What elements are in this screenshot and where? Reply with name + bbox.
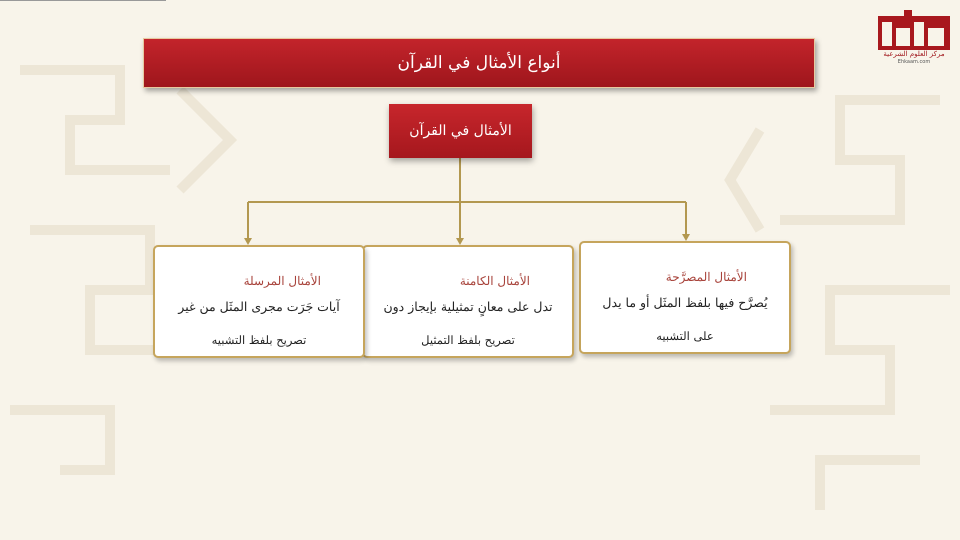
node-explicit-parables <box>579 241 791 354</box>
root-node-label: الأمثال في القرآن <box>409 123 512 139</box>
node-description: آيات جَرَت مجرى المثَل من غير <box>178 299 340 314</box>
node-heading: الأمثال المرسلة <box>243 274 321 288</box>
node-description: يُصرَّح فيها بلفظ المثَل أو ما يدل <box>602 295 768 310</box>
root-node <box>389 104 532 158</box>
slide-title: أنواع الأمثال في القرآن <box>397 53 561 73</box>
node-description: تدل على معانٍ تمثيلية بإيجاز دون <box>383 299 553 314</box>
node-description-continued: تصريح بلفظ التمثيل <box>421 333 515 347</box>
node-latent-parables <box>362 245 574 358</box>
node-description-continued: تصريح بلفظ التشبيه <box>211 333 307 347</box>
node-heading: الأمثال المصرَّحة <box>665 270 747 284</box>
logo-website: Ehkaam.com <box>897 59 931 65</box>
node-free-parables <box>153 245 365 358</box>
node-heading: الأمثال الكامنة <box>459 274 530 288</box>
node-description-continued: على التشبيه <box>656 329 714 343</box>
logo-subtitle: مركز العلوم الشرعية <box>883 50 945 58</box>
